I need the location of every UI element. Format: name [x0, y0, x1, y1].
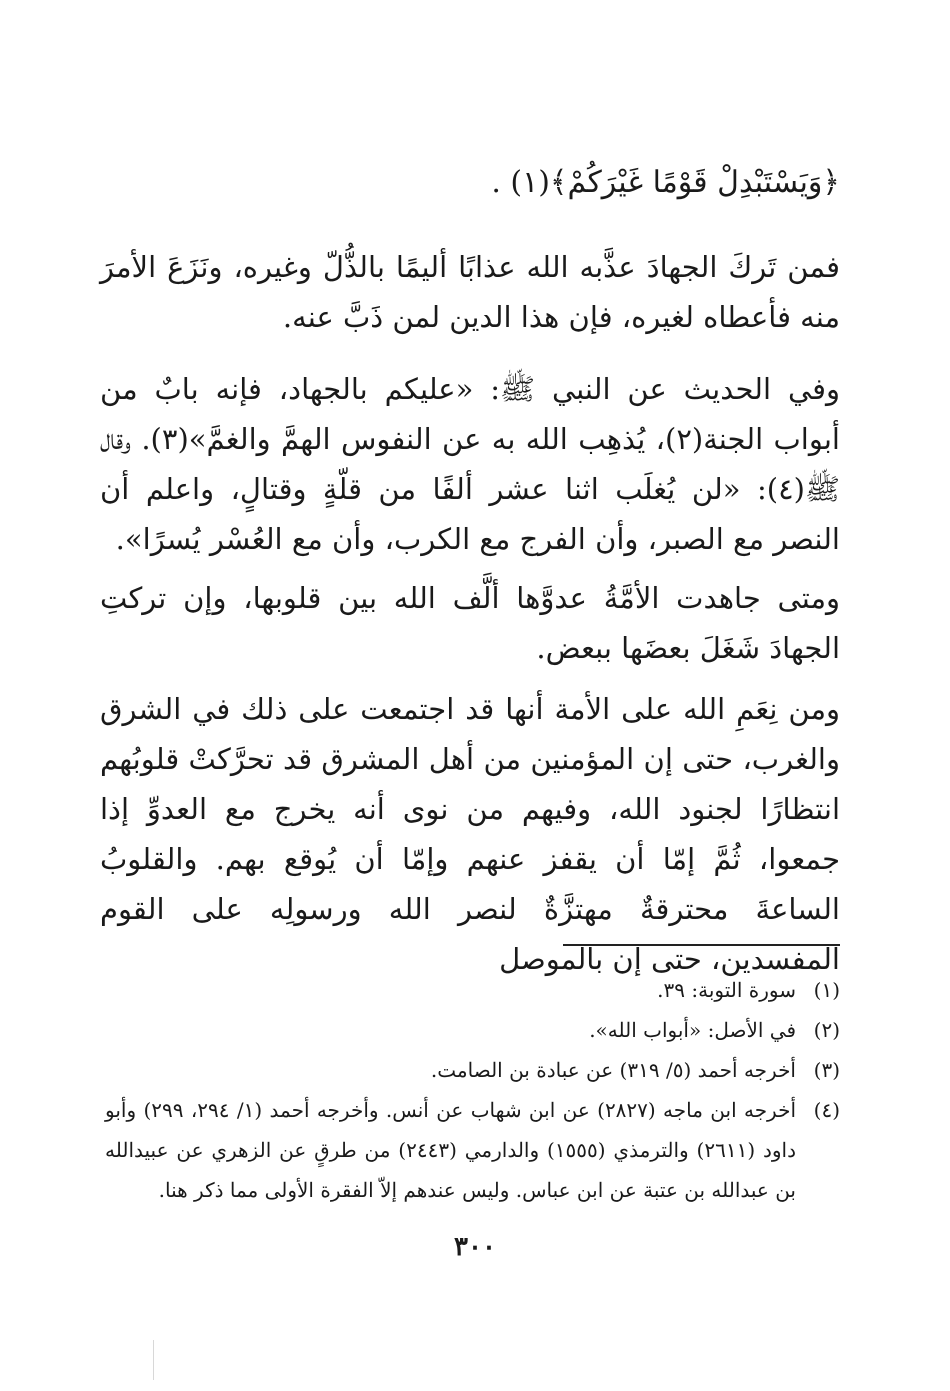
footnote-number: (٤) — [813, 1098, 840, 1122]
footnote-number: (٣) — [813, 1058, 840, 1082]
paragraph-1: فمن تَركَ الجهادَ عذَّبه الله عذابًا أليمًا بالذُّلّ وغيره، ونَزَعَ الأمرَ منه فأعطاه لغيره، فإن هذا الدين لمن ذَبَّ عنه. — [100, 250, 840, 334]
footnote-text: أخرجه أحمد (٥/ ٣١٩) عن عبادة بن الصامت. — [430, 1058, 796, 1082]
paragraph-4: ومن نِعَمِ الله على الأمة أنها قد اجتمعت على ذلك في الشرق والغرب، حتى إن المؤمنين من أهل المشرق قد تحرَّكتْ قلوبُهم انتظارًا لجنود الله، وفيهم من نوى أنه يخرج مع العدوِّ إذا جمعوا، ثُمَّ إمّا أن يقفز عنهم وإمّا أن يُوقع بهم. والقلوبُ الساعةَ محترقةٌ مهتزَّةٌ لنصر الله ورسولِه على القوم المفسدين، حتى إن بالموصل — [100, 692, 840, 976]
paragraph-3: ومتى جاهدت الأمَّةُ عدوَّها ألَّف الله بين قلوبها، وإن تركتِ الجهادَ شَغَلَ بعضَها ببعض. — [100, 581, 840, 665]
scan-artifact — [153, 1340, 154, 1380]
footnote-3 — [105, 1050, 840, 1090]
footnote-text: سورة التوبة: ٣٩. — [657, 978, 796, 1002]
footnote-text: في الأصل: «أبواب الله». — [589, 1018, 796, 1042]
paragraph-2: وفي الحديث عن النبي ﷺ: «عليكم بالجهاد، فإنه بابٌ من أبواب الجنة(٢)، يُذهِب الله به عن النفوس الهمَّ والغمَّ»(٣). وقال ﷺ(٤): «لن يُغلَب اثنا عشر ألفًا من قلّةٍ وقتالٍ، واعلم أن النصر مع الصبر، وأن الفرج مع الكرب، وأن مع العُسْر يُسرًا». — [100, 372, 840, 556]
footnote-separator — [563, 944, 840, 946]
footnote-1 — [105, 970, 840, 1010]
footnote-number: (٢) — [813, 1018, 840, 1042]
footnote-text: أخرجه ابن ماجه (٢٨٢٧) عن ابن شهاب عن أنس. وأخرجه أحمد (١/ ٢٩٤، ٢٩٩) وأبو داود (٢٦١١) والترمذي (١٥٥٥) والدارمي (٢٤٤٣) من طرقٍ عن الزهري عن عبيدالله بن عبدالله بن عتبة عن ابن عباس. وليس عندهم إلاّ الفقرة الأولى مما ذكر هنا. — [105, 1098, 797, 1202]
footnote-2 — [105, 1010, 840, 1050]
footnotes-list — [105, 970, 840, 1210]
footnote-4 — [105, 1090, 840, 1210]
footnote-number: (١) — [813, 978, 840, 1002]
page-number: ٣٠٠ — [454, 1232, 496, 1262]
quran-verse: ﴿وَيَسْتَبْدِلْ قَوْمًا غَيْرَكُمْ﴾(١) . — [491, 165, 840, 200]
